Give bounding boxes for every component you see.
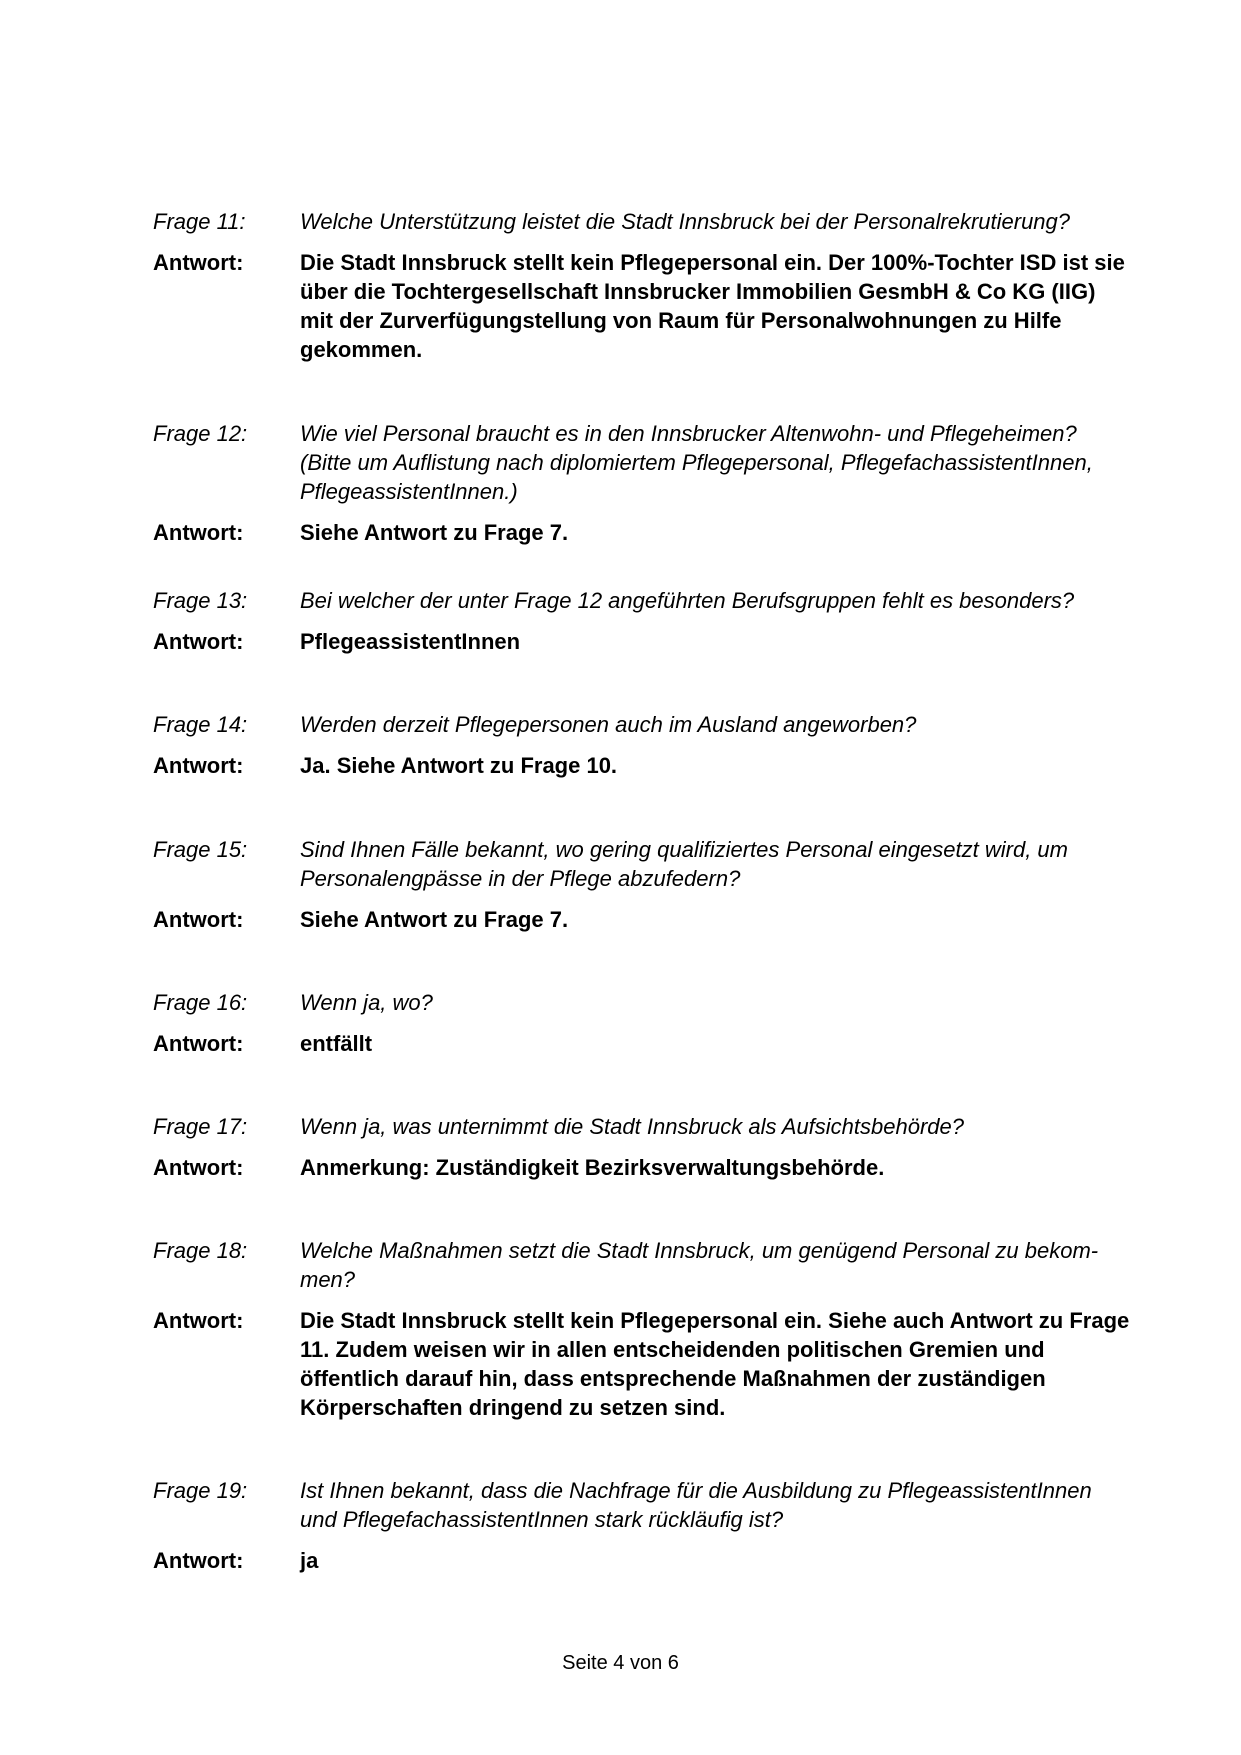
answer-text: Die Stadt Innsbruck stellt kein Pflegepersonal ein. Der 100%-Tochter ISD ist sie über die Tochtergesellschaft Innsbrucker Immobilien GesmbH & Co KG (IIG) mit der Zurverfügungstellung von Raum für Personalwohnungen zu Hilfe gekommen. (300, 250, 1125, 362)
answer-row (153, 627, 1133, 656)
page-number: Seite 4 von 6 (562, 1652, 679, 1674)
answer-label: Antwort: (153, 1031, 244, 1056)
question-label: Frage 19: (153, 1478, 248, 1503)
question-text: Welche Unterstützung leistet die Stadt Innsbruck bei der Personalrekrutierung? (300, 209, 1071, 234)
question-text: Wie viel Personal braucht es in den Innsbrucker Altenwohn- und Pflegeheimen? (Bitte um Auflistung nach diplomiertem Pflegepersonal, PflegefachassistentInnen, PflegeassistentInnen.) (300, 421, 1093, 504)
answer-row (153, 1306, 1133, 1422)
question-text: Bei welcher der unter Frage 12 angeführten Berufsgruppen fehlt es besonders? (300, 588, 1075, 613)
answer-label: Antwort: (153, 629, 244, 654)
question-row (153, 207, 1133, 236)
question-row (153, 988, 1133, 1017)
question-label: Frage 14: (153, 712, 248, 737)
question-text: Wenn ja, was unternimmt die Stadt Innsbruck als Aufsichtsbehörde? (300, 1114, 965, 1139)
answer-label: Antwort: (153, 1548, 244, 1573)
answer-row (153, 905, 1133, 934)
question-row (153, 835, 1133, 893)
answer-row (153, 751, 1133, 780)
question-text: Welche Maßnahmen setzt die Stadt Innsbruck, um genügend Personal zu bekom-men? (300, 1238, 1099, 1292)
qa-block-14 (153, 710, 1133, 780)
qa-block-18 (153, 1236, 1133, 1422)
question-label: Frage 12: (153, 421, 248, 446)
answer-row (153, 518, 1133, 547)
qa-block-17 (153, 1112, 1133, 1182)
qa-block-16 (153, 988, 1133, 1058)
qa-block-15 (153, 835, 1133, 934)
question-label: Frage 17: (153, 1114, 248, 1139)
question-row (153, 1112, 1133, 1141)
answer-label: Antwort: (153, 1308, 244, 1333)
answer-text: Siehe Antwort zu Frage 7. (300, 520, 569, 545)
answer-text: Anmerkung: Zuständigkeit Bezirksverwaltungsbehörde. (300, 1155, 885, 1180)
question-label: Frage 16: (153, 990, 248, 1015)
question-label: Frage 11: (153, 209, 246, 234)
question-text: Sind Ihnen Fälle bekannt, wo gering qualifiziertes Personal eingesetzt wird, um Personalengpässe in der Pflege abzufedern? (300, 837, 1068, 891)
answer-row (153, 1153, 1133, 1182)
question-row (153, 586, 1133, 615)
answer-text: entfällt (300, 1031, 373, 1056)
answer-row (153, 1029, 1133, 1058)
question-row (153, 419, 1133, 506)
question-row (153, 710, 1133, 739)
question-label: Frage 18: (153, 1238, 248, 1263)
question-row (153, 1476, 1133, 1534)
answer-text: Siehe Antwort zu Frage 7. (300, 907, 569, 932)
answer-text: Die Stadt Innsbruck stellt kein Pflegepersonal ein. Siehe auch Antwort zu Frage 11. Zudem weisen wir in allen entscheidenden politischen Gremien und öffentlich darauf hin, dass entsprechende Maßnahmen der zuständigen Körperschaften dringend zu setzen sind. (300, 1308, 1130, 1420)
answer-label: Antwort: (153, 907, 244, 932)
answer-label: Antwort: (153, 753, 244, 778)
answer-text: ja (300, 1548, 319, 1573)
qa-block-12 (153, 419, 1133, 547)
answer-label: Antwort: (153, 250, 244, 275)
question-label: Frage 15: (153, 837, 248, 862)
answer-label: Antwort: (153, 1155, 244, 1180)
answer-row (153, 1546, 1133, 1575)
answer-row (153, 248, 1133, 364)
question-text: Werden derzeit Pflegepersonen auch im Ausland angeworben? (300, 712, 917, 737)
qa-block-13 (153, 586, 1133, 656)
answer-text: PflegeassistentInnen (300, 629, 521, 654)
qa-block-19 (153, 1476, 1133, 1575)
qa-block-11 (153, 207, 1133, 364)
answer-text: Ja. Siehe Antwort zu Frage 10. (300, 753, 618, 778)
question-text: Ist Ihnen bekannt, dass die Nachfrage für die Ausbildung zu PflegeassistentInnen und PflegefachassistentInnen stark rückläufig ist? (300, 1478, 1092, 1532)
question-text: Wenn ja, wo? (300, 990, 433, 1015)
question-row (153, 1236, 1133, 1294)
question-label: Frage 13: (153, 588, 248, 613)
answer-label: Antwort: (153, 520, 244, 545)
